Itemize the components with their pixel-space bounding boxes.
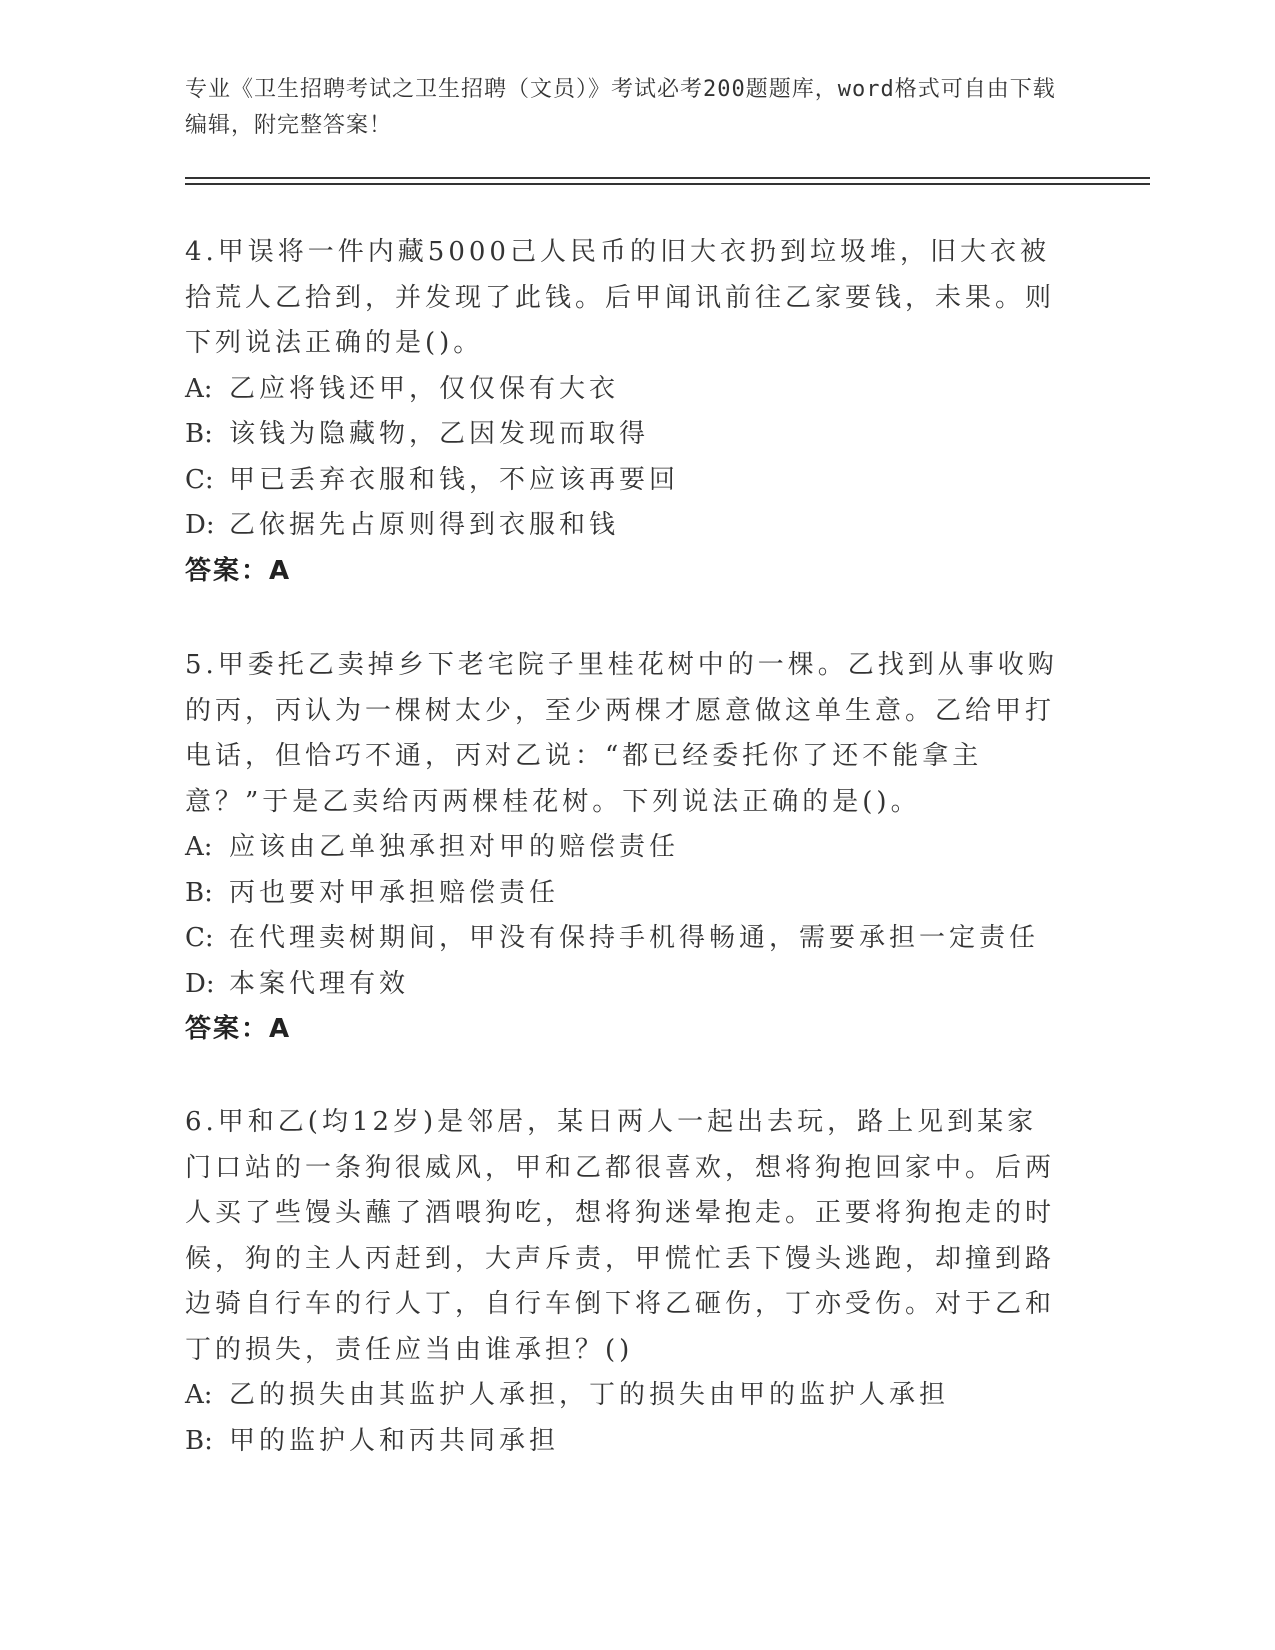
option-text: 该钱为隐藏物，乙因发现而取得 [229, 419, 650, 449]
question-5 [185, 643, 1065, 1053]
answer-label: 答案：A [185, 1014, 292, 1044]
option-letter: B: [185, 877, 213, 908]
option-d [185, 962, 1065, 1008]
option-text: 甲已丢弃衣服和钱，不应该再要回 [229, 464, 680, 495]
option-letter: B: [185, 1425, 213, 1456]
option-letter: D: [185, 510, 215, 540]
header-divider-bottom [185, 183, 1150, 185]
option-text: 甲的监护人和丙共同承担 [229, 1425, 560, 1456]
option-c [185, 458, 1065, 504]
option-letter: C: [185, 923, 214, 953]
option-text: 丙也要对甲承担赔偿责任 [229, 877, 560, 908]
option-letter: D: [185, 968, 215, 999]
answer-label: 答案：A [185, 555, 292, 586]
option-b [185, 871, 1065, 917]
option-text: 乙的损失由其监护人承担，丁的损失由甲的监护人承担 [229, 1380, 950, 1410]
question-stem: 4.甲误将一件内藏5000己人民币的旧大衣扔到垃圾堆，旧大衣被拾荒人乙拾到，并发现了此钱。后甲闻讯前往乙家要钱，未果。则下列说法正确的是()。 [185, 237, 1056, 358]
question-stem: 5.甲委托乙卖掉乡下老宅院子里桂花树中的一棵。乙找到从事收购的丙，丙认为一棵树太少，至少两棵才愿意做这单生意。乙给甲打电话，但恰巧不通，丙对乙说：“都已经委托你了还不能拿主意？”于是乙卖给丙两棵桂花树。下列说法正确的是()。 [185, 650, 1058, 817]
option-c [185, 916, 1065, 962]
option-letter: B: [185, 419, 213, 449]
option-text: 乙应将钱还甲，仅仅保有大衣 [229, 373, 620, 404]
option-text: 乙依据先占原则得到衣服和钱 [229, 510, 620, 540]
option-letter: A: [185, 1380, 213, 1410]
option-text: 本案代理有效 [229, 968, 410, 999]
question-4 [185, 230, 1065, 594]
option-d [185, 503, 1065, 549]
option-b [185, 1419, 1065, 1465]
header-divider-top [185, 177, 1150, 179]
option-text: 应该由乙单独承担对甲的赔偿责任 [229, 832, 680, 862]
option-letter: A: [185, 832, 213, 862]
question-stem: 6.甲和乙(均12岁)是邻居，某日两人一起出去玩，路上见到某家门口站的一条狗很威风，甲和乙都很喜欢，想将狗抱回家中。后两人买了些馒头蘸了酒喂狗吃，想将狗迷晕抱走。正要将狗抱走的时候，狗的主人丙赶到，大声斥责，甲慌忙丢下馒头逃跑，却撞到路边骑自行车的行人丁，自行车倒下将乙砸伤，丁亦受伤。对于乙和丁的损失，责任应当由谁承担？() [185, 1107, 1056, 1365]
option-text: 在代理卖树期间，甲没有保持手机得畅通，需要承担一定责任 [229, 923, 1040, 953]
document-header: 专业《卫生招聘考试之卫生招聘（文员）》考试必考200题题库，word格式可自由下载编辑，附完整答案！ [185, 77, 1056, 138]
option-b [185, 412, 1065, 458]
option-letter: C: [185, 464, 214, 495]
option-a [185, 825, 1065, 871]
question-6 [185, 1100, 1065, 1464]
option-a [185, 367, 1065, 413]
option-letter: A: [185, 373, 213, 404]
option-a [185, 1373, 1065, 1419]
